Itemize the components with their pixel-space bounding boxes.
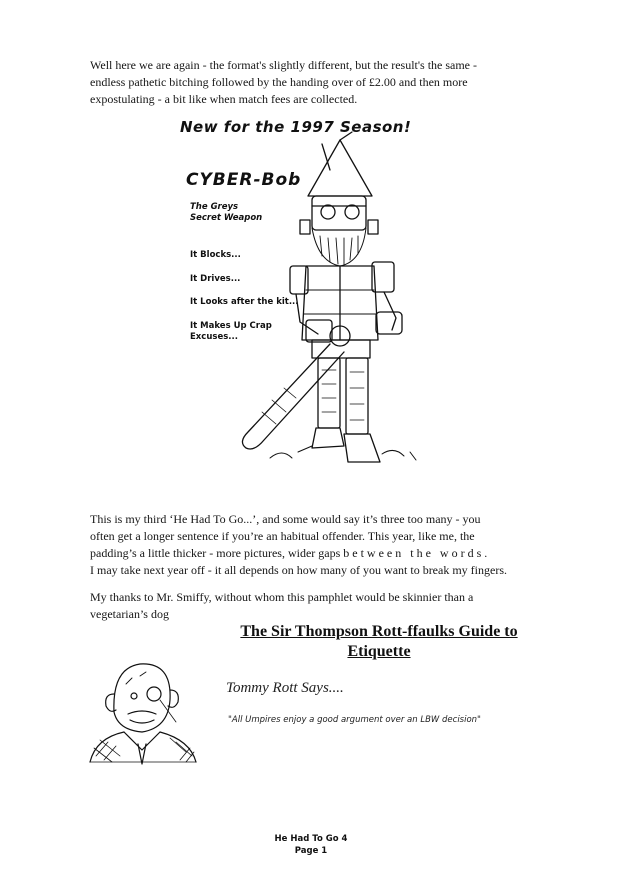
thanks-line: vegetarian’s dog [90, 607, 169, 621]
subtitle-line-2: Secret Weapon [190, 213, 263, 223]
tommy-rott-says: Tommy Rott Says.... [226, 680, 344, 696]
new-season-heading: New for the 1997 Season! [180, 118, 412, 136]
page-footer [256, 833, 366, 857]
third-line-start: padding’s a little thicker - more pictures, wider gaps [90, 546, 341, 560]
spaced-words: between the words. [343, 546, 491, 560]
footer-page-number: Page 1 [294, 846, 328, 856]
subtitle-line-1: The Greys [190, 202, 239, 212]
feature-excuses-line-2: Excuses... [190, 332, 238, 342]
third-line: I may take next year off - it all depends on how many of you want to break my fingers. [90, 563, 507, 577]
thanks-line: My thanks to Mr. Smiffy, without whom this pamphlet would be skinnier than a [90, 590, 474, 604]
intro-line: Well here we are again - the format's slightly different, but the result's the same - [90, 58, 478, 72]
footer-title: He Had To Go 4 [274, 834, 348, 844]
guide-title-line-1: The Sir Thompson Rott-ffaulks Guide to [240, 623, 518, 640]
feature-excuses-line-1: It Makes Up Crap [190, 321, 272, 331]
feature-blocks: It Blocks... [190, 250, 241, 260]
third-line: often get a longer sentence if you’re an habitual offender. This year, like me, the [90, 529, 475, 543]
intro-line: expostulating - a bit like when match fees are collected. [90, 92, 358, 106]
etiquette-quote: "All Umpires enjoy a good argument over an LBW decision" [228, 715, 481, 725]
third-line: This is my third ‘He Had To Go...’, and some would say it’s three too many - you [90, 512, 481, 526]
guide-title-line-2: Etiquette [347, 643, 411, 660]
feature-drives: It Drives... [190, 274, 241, 284]
intro-line: endless pathetic bitching followed by the handing over of £2.00 and then more [90, 75, 468, 89]
feature-kit: It Looks after the kit... [190, 297, 299, 307]
cyber-bob-title: CYBER-Bob [186, 170, 302, 190]
